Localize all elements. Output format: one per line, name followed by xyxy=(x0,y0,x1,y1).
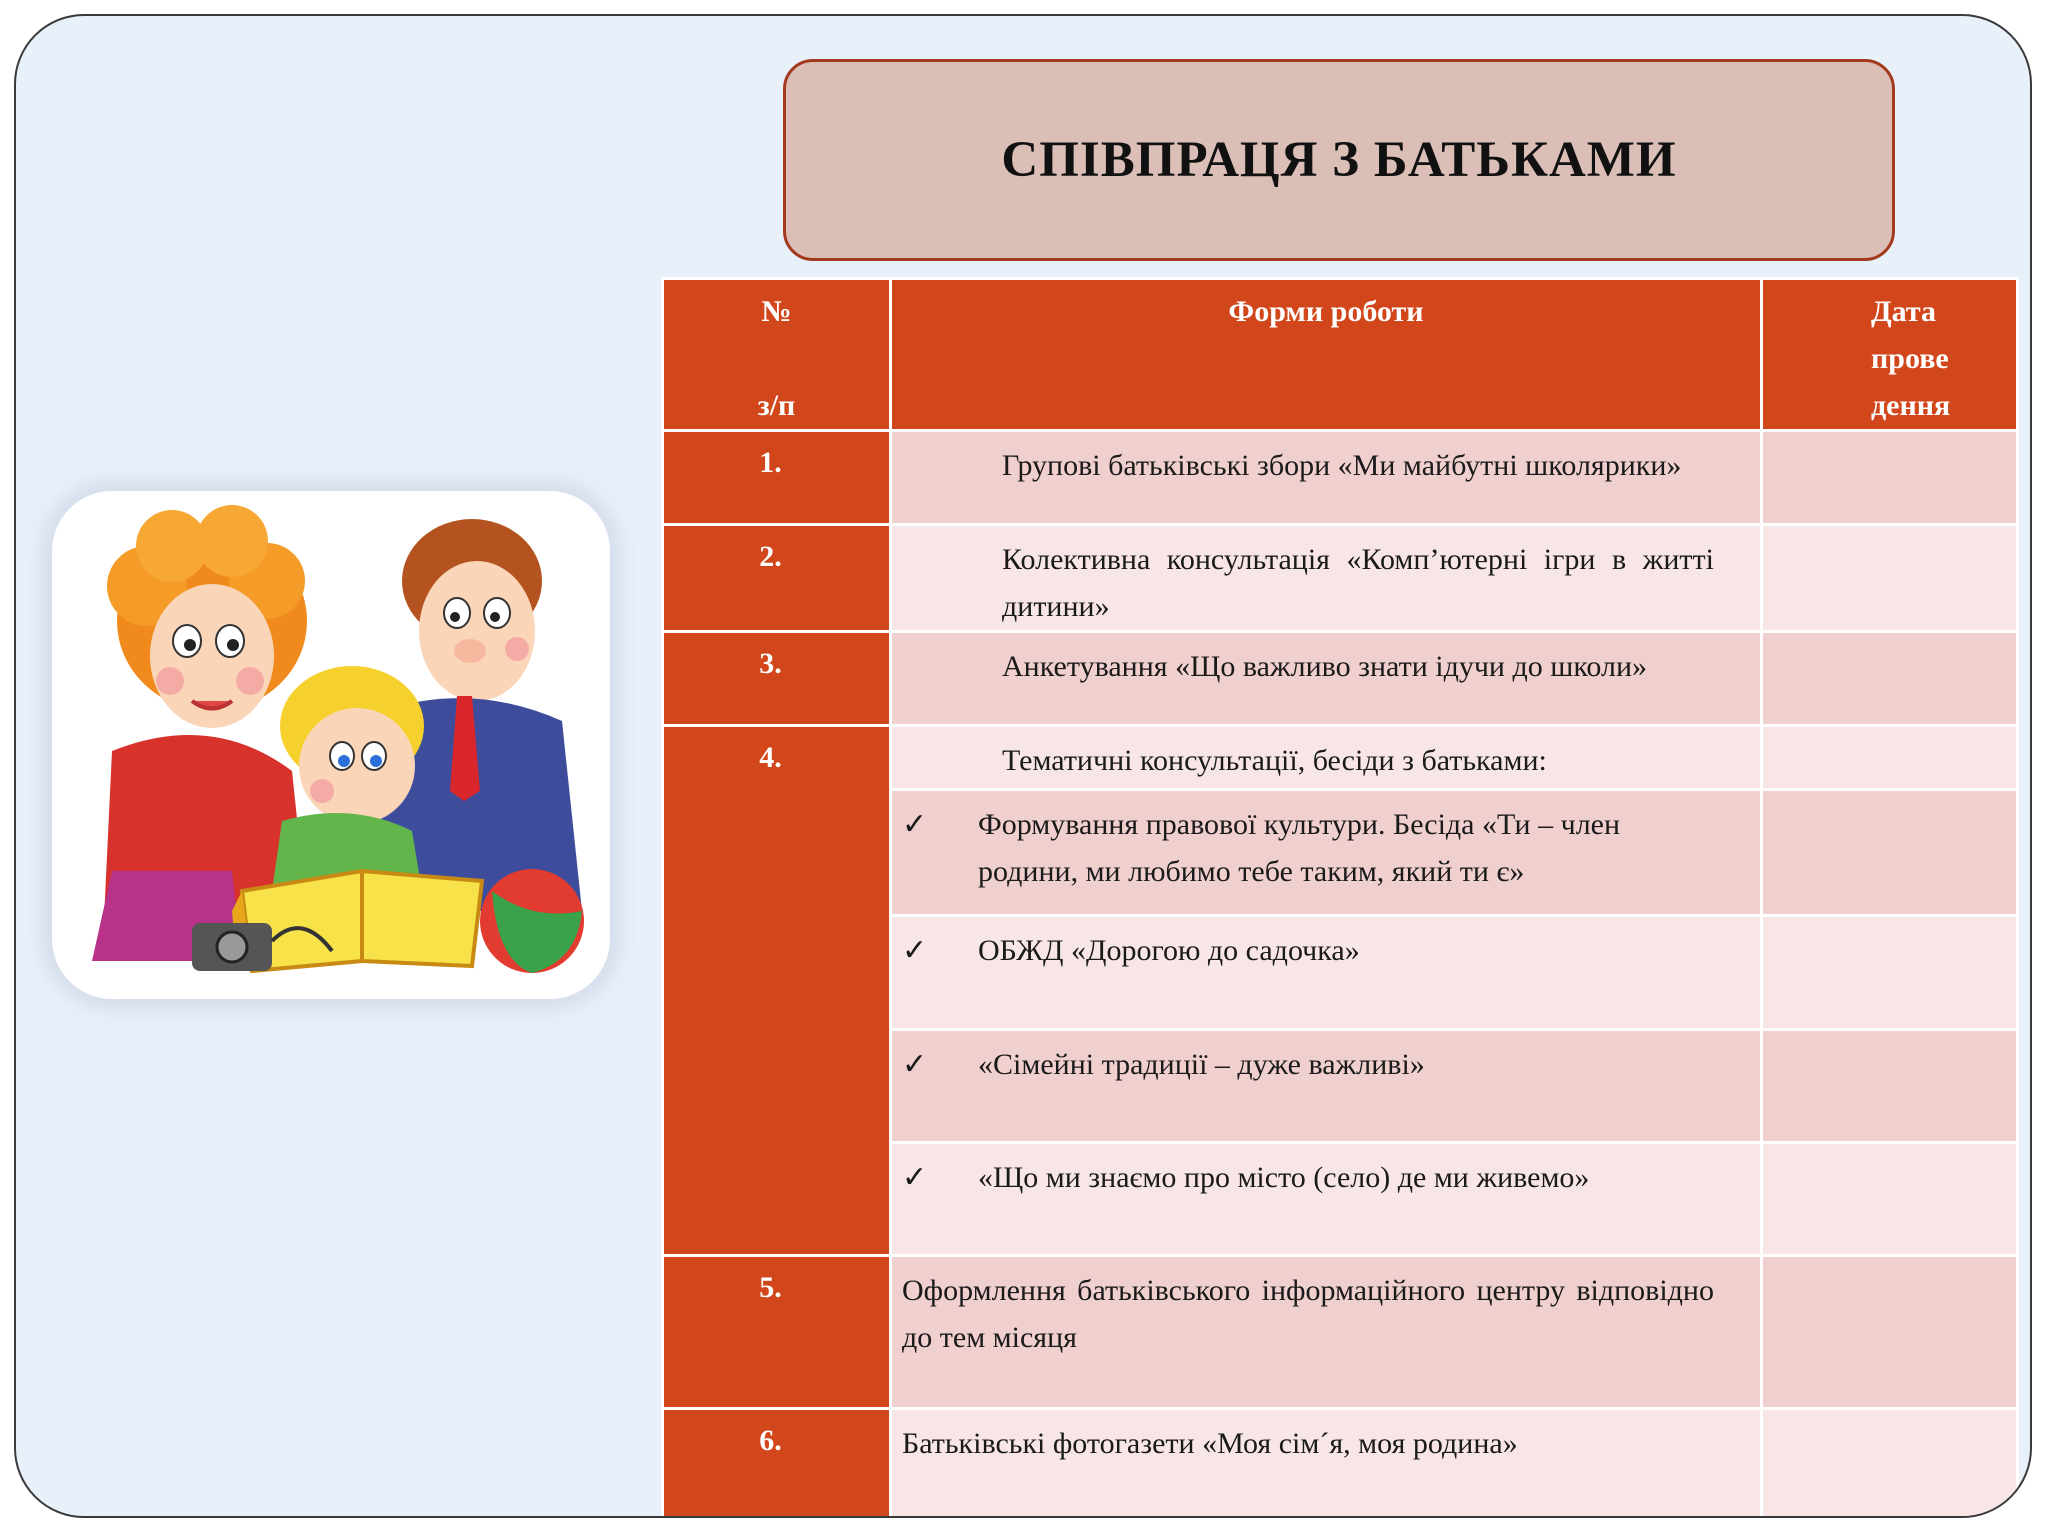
row-date xyxy=(1762,431,2018,525)
forms-table xyxy=(661,277,2019,1518)
row-date xyxy=(1762,790,2018,916)
row-number: 6. xyxy=(663,1409,891,1519)
sub-item xyxy=(891,790,1762,916)
row-date xyxy=(1762,1030,2018,1143)
row-text: Групові батьківські збори «Ми майбутні школярики» xyxy=(891,431,1762,525)
check-icon: ✓ xyxy=(902,1161,928,1194)
sub-item xyxy=(891,1143,1762,1256)
header-number-line1: № xyxy=(761,295,792,328)
header-date-line2: прове xyxy=(1871,342,1949,375)
header-number xyxy=(663,279,891,431)
row-date xyxy=(1762,916,2018,1030)
row-text: Колективна консультація «Комп’ютерні ігри в житті дитини» xyxy=(891,525,1762,632)
row-date xyxy=(1762,726,2018,790)
check-icon: ✓ xyxy=(902,934,928,967)
row-number: 5. xyxy=(663,1256,891,1409)
row-number: 3. xyxy=(663,632,891,726)
header-date-line3: дення xyxy=(1871,389,1951,422)
row-number: 4. xyxy=(663,726,891,1256)
table-row xyxy=(663,726,2018,790)
row-text: Батьківські фотогазети «Моя сім´я, моя родина» xyxy=(891,1409,1762,1519)
sub-item-text: «Що ми знаємо про місто (село) де ми живемо» xyxy=(978,1161,1590,1194)
family-reading-image xyxy=(52,491,610,999)
sub-item xyxy=(891,916,1762,1030)
header-forms xyxy=(891,279,1762,431)
check-icon: ✓ xyxy=(902,808,928,841)
table-row xyxy=(663,1256,2018,1409)
header-date xyxy=(1762,279,2018,431)
row-date xyxy=(1762,1256,2018,1409)
row-date xyxy=(1762,525,2018,632)
row-date xyxy=(1762,1409,2018,1519)
row-date xyxy=(1762,632,2018,726)
sub-item-text: ОБЖД «Дорогою до садочка» xyxy=(978,934,1360,967)
header-forms-label: Форми роботи xyxy=(1228,295,1424,328)
row-date xyxy=(1762,1143,2018,1256)
row-text: Анкетування «Що важливо знати ідучи до школи» xyxy=(891,632,1762,726)
sub-item-text: «Сімейні традиції – дуже важливі» xyxy=(978,1048,1425,1081)
page-title: СПІВПРАЦЯ З БАТЬКАМИ xyxy=(1001,132,1677,188)
row-number: 2. xyxy=(663,525,891,632)
header-number-line2: з/п xyxy=(757,389,796,422)
table-header-row xyxy=(663,279,2018,431)
table-row xyxy=(663,525,2018,632)
table-row xyxy=(663,431,2018,525)
table-row xyxy=(663,1409,2018,1519)
family-illustration xyxy=(52,491,610,999)
row-text: Тематичні консультації, бесіди з батьками: xyxy=(891,726,1762,790)
title-box xyxy=(783,59,1895,261)
table-row xyxy=(663,632,2018,726)
check-icon: ✓ xyxy=(902,1048,928,1081)
slide xyxy=(14,14,2032,1518)
header-date-line1: Дата xyxy=(1871,295,1936,328)
row-number: 1. xyxy=(663,431,891,525)
sub-item-text: Формування правової культури. Бесіда «Ти – член родини, ми любимо тебе таким, який ти є» xyxy=(978,808,1621,888)
sub-item xyxy=(891,1030,1762,1143)
row-text: Оформлення батьківського інформаційного центру відповідно до тем місяця xyxy=(891,1256,1762,1409)
